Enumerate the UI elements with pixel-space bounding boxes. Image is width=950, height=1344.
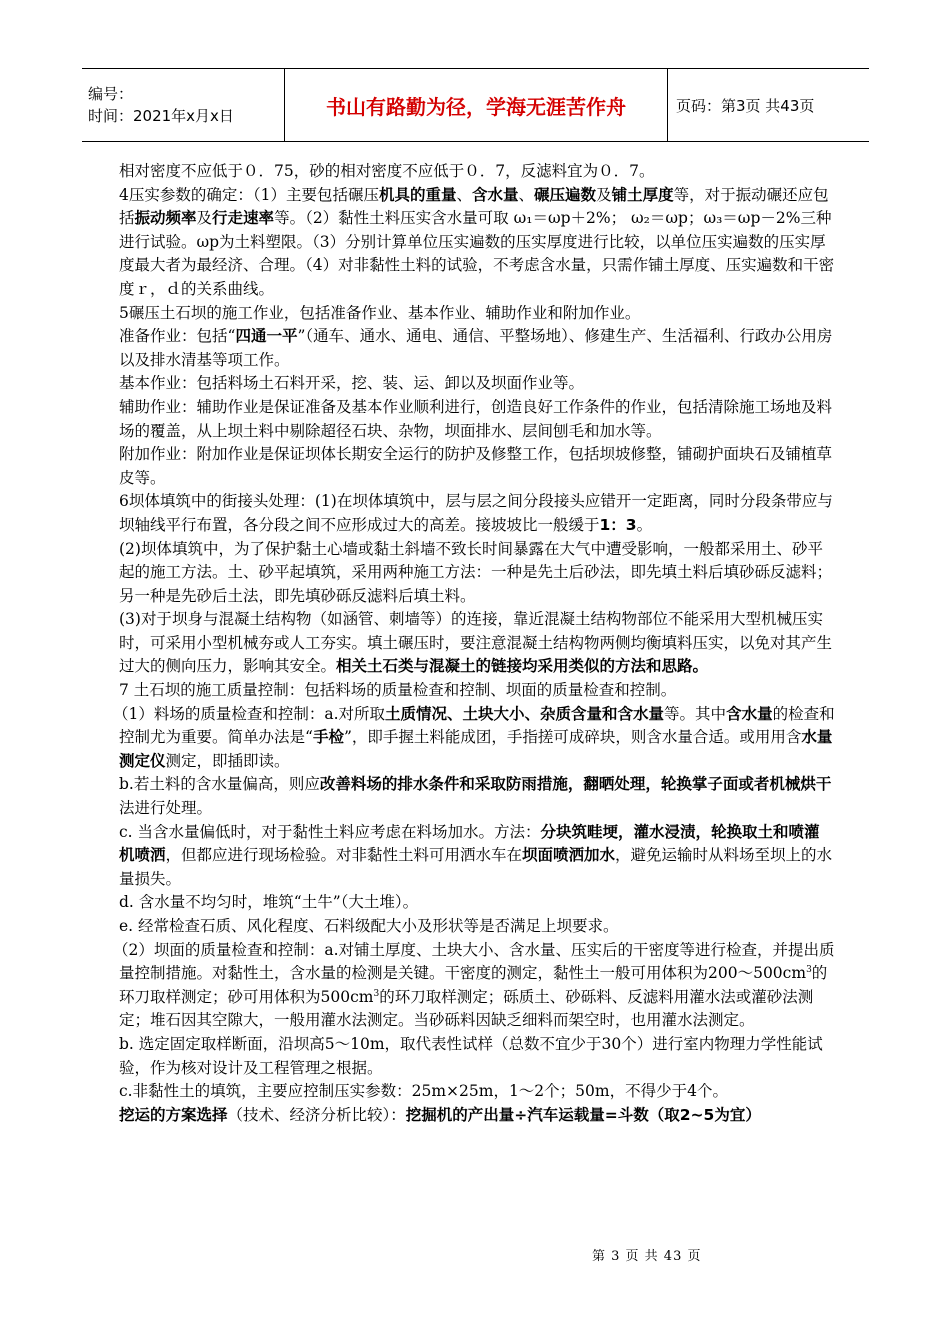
paragraph <box>119 184 835 302</box>
text-run: 6坝体填筑中的街接头处理：(1)在坝体填筑中，层与层之间分段接头应错开一定距离，同时分段条带应与坝轴线平行布置，各分段之间不应形成过大的高差。接坡坡比一般缓于 <box>119 492 833 534</box>
text-run: 及 <box>596 185 612 204</box>
bold-text: 含水量 <box>726 704 773 723</box>
text-run: c.非黏性土的填筑，主要应控制压实参数：25m×25m，1～2个；50m，不得少于4个。 <box>119 1082 728 1101</box>
paragraph <box>119 443 835 490</box>
bold-text: 水量测定仪 <box>119 728 833 770</box>
paragraph <box>119 891 835 915</box>
bold-text: 碾压遍数 <box>534 185 597 204</box>
text-run: ”（通车、通水、通电、通信、平整场地）、修建生产、生活福利、行政办公用房以及排水清基等项工作。 <box>119 327 833 369</box>
bold-text: 手检 <box>312 728 344 747</box>
paragraph <box>119 608 835 679</box>
bold-text: 改善料场的排水条件和采取防雨措施，翻晒处理，轮换掌子面或者机械烘干 <box>319 775 832 794</box>
paragraph <box>119 773 835 820</box>
text-run: 辅助作业：辅助作业是保证准备及基本作业顺利进行，创造良好工作条件的作业，包括清除施工场地及料场的覆盖，从上坝土料中剔除超径石块、杂物，坝面排水、层间刨毛和加水等。 <box>119 397 833 440</box>
text-run: 相对密度不应低于０．75，砂的相对密度不应低于０．7，反滤料宜为０．7。 <box>119 162 655 180</box>
text-run: ，避免运输时从料场至坝上的水量损失。 <box>119 846 833 888</box>
text-run: 的环刀取样测定；砾质土、砂砾料、反滤料用灌水法或灌砂法测定；堆石因其空隙大，一般用灌水法测定。当砂砾料因缺乏细料而架空时，也用灌水法测定。 <box>119 987 814 1030</box>
text-run: 7 土石坝的施工质量控制：包括料场的质量检查和控制、坝面的质量检查和控制。 <box>119 681 677 700</box>
motto-text: 书山有路勤为径，学海无涯苦作舟 <box>326 94 626 119</box>
text-run: (2)坝体填筑中，为了保护黏土心墙或黏土斜墙不致长时间暴露在大气中遭受影响，一般都采用土、砂平起的施工方法。土、砂平起填筑，采用两种施工方法：一种是先土后砂法，即先填土料后填砂砾反滤料；另一种是先砂后土法，即先填砂砾反滤料后填土料。 <box>119 539 833 605</box>
text-run: 等，对于振动碾还应包括 <box>119 185 829 228</box>
text-run: 5碾压土石坝的施工作业，包括准备作业、基本作业、辅助作业和附加作业。 <box>119 303 641 322</box>
paragraph <box>119 160 835 184</box>
text-run: 附加作业：附加作业是保证坝体长期安全运行的防护及修整工作，包括坝坡修整，铺砌护面块石及铺植草皮等。 <box>119 445 833 487</box>
text-run: d. 含水量不均匀时，堆筑“土牛”（大土堆）。 <box>119 893 419 912</box>
text-run: 等。其中 <box>664 704 727 723</box>
bold-text: 相关土石类与混凝土的链接均采用类似的方法和思路。 <box>336 657 709 676</box>
text-run: 、 <box>456 185 473 204</box>
text-run: (3)对于坝身与混凝土结构物（如涵管、刺墙等）的连接，靠近混凝土结构物部位不能采用大型机械压实时，可采用小型机械夯或人工夯实。填土碾压时，要注意混凝土结构物两侧均衡填料压实，以免对其产生过大的侧向压力，影响其安全。 <box>119 610 833 676</box>
text-run: e. 经常检查石质、风化程度、石料级配大小及形状等是否满足上坝要求。 <box>119 917 619 935</box>
paragraph <box>119 1080 835 1104</box>
paragraph <box>113 939 835 1033</box>
page-info-text: 页码：第3页 共43页 <box>676 96 815 115</box>
header-motto <box>285 69 668 141</box>
paragraph <box>119 325 835 372</box>
text-run: 准备作业：包括“ <box>119 327 236 346</box>
bold-text: 含水量 <box>472 185 519 204</box>
page-header <box>82 68 869 142</box>
footer-page-number: 第 3 页 共 43 页 <box>592 1249 702 1264</box>
text-run: 的检查和控制尤为重要。简单办法是“ <box>119 704 835 747</box>
page-footer <box>592 1245 701 1264</box>
text-run: b. 选定固定取样断面，沿坝高5～10m，取代表性试样（总数不宜少于30个）进行室内物理力学性能试验，作为核对设计及工程管理之根据。 <box>119 1034 823 1077</box>
paragraph <box>119 821 835 892</box>
text-run: b.若土料的含水量偏高，则应 <box>119 775 320 794</box>
text-run: c. 当含水量偏低时，对于黏性土料应考虑在料场加水。方法： <box>119 822 541 841</box>
header-meta <box>82 69 285 141</box>
text-run: 的环刀取样测定；砂可用体积为500cm <box>119 964 828 1006</box>
bold-text: 四通一平 <box>235 327 298 346</box>
paragraph <box>119 372 835 396</box>
bold-text: 机具的重量 <box>378 185 457 204</box>
paragraph <box>119 915 835 939</box>
text-run: 法进行处理。 <box>119 799 213 818</box>
superscript: 3 <box>806 965 812 976</box>
paragraph <box>119 1033 835 1080</box>
text-run: （技术、经济分析比较）： <box>227 1105 406 1124</box>
text-run: ”，即手握土料能成团，手指搓可成碎块，则含水量合适。或用用含 <box>343 728 802 747</box>
text-run: 及 <box>196 209 213 228</box>
bold-text: 1：3 <box>599 515 637 534</box>
text-run: （2）坝面的质量检查和控制：a.对铺土厚度、土块大小、含水量、压实后的干密度等进行检查，并提出质量控制措施。对黏性土，含水量的检测是关键。干密度的测定，黏性土一般可用体积为200～500cm <box>113 940 835 983</box>
paragraph <box>119 1104 835 1128</box>
paragraph <box>113 703 835 774</box>
text-run: 测定，即插即读。 <box>165 751 290 770</box>
document-body <box>113 160 835 1127</box>
text-run: 。 <box>636 515 653 534</box>
paragraph <box>119 490 835 537</box>
bold-text: 铺土厚度 <box>611 185 674 204</box>
text-run: 基本作业：包括料场土石料开采，挖、装、运、卸以及坝面作业等。 <box>119 374 585 393</box>
text-run: （1）料场的质量检查和控制：a.对所取 <box>113 704 386 723</box>
bold-text: 分块筑畦埂，灌水浸渍，轮换取土和喷灌机喷洒 <box>119 822 820 865</box>
bold-text: 挖运的方案选择 <box>119 1105 228 1124</box>
text-run: 、 <box>518 185 535 204</box>
text-run: 等。（2）黏性土料压实含水量可取 ω₁＝ωp＋2%； ω₂＝ωp；ω₃＝ωp－2%三种进行试验。ωp为土料塑限。（3）分别计算单位压实遍数的压实厚度进行比较，以单位压实遍数的压实厚度最大者为最经济、合理。（4）对非黏性土料的试验，不考虑含水量，只需作铺土厚度、压实遍数和干密度ｒ，ｄ的关系曲线。 <box>119 209 835 298</box>
bold-text: 坝面喷洒加水 <box>522 846 616 865</box>
document-number: 编号： <box>88 85 134 103</box>
paragraph <box>119 396 835 443</box>
text-run: ，但都应进行现场检验。对非黏性土料可用洒水车在 <box>165 846 523 865</box>
bold-text: 土质情况、土块大小、杂质含量和含水量 <box>385 704 665 723</box>
paragraph <box>119 302 835 326</box>
text-run: 4压实参数的确定：（1）主要包括碾压 <box>119 185 379 204</box>
header-page-info <box>668 69 869 141</box>
bold-text: 行走速率 <box>212 209 275 228</box>
paragraph <box>119 538 835 609</box>
superscript: 3 <box>373 988 380 999</box>
paragraph <box>119 679 835 703</box>
bold-text: 挖掘机的产出量÷汽车运载量=斗数（取2~5为宜） <box>405 1105 761 1124</box>
bold-text: 振动频率 <box>134 209 197 228</box>
document-time: 时间：2021年x月x日 <box>88 107 234 125</box>
